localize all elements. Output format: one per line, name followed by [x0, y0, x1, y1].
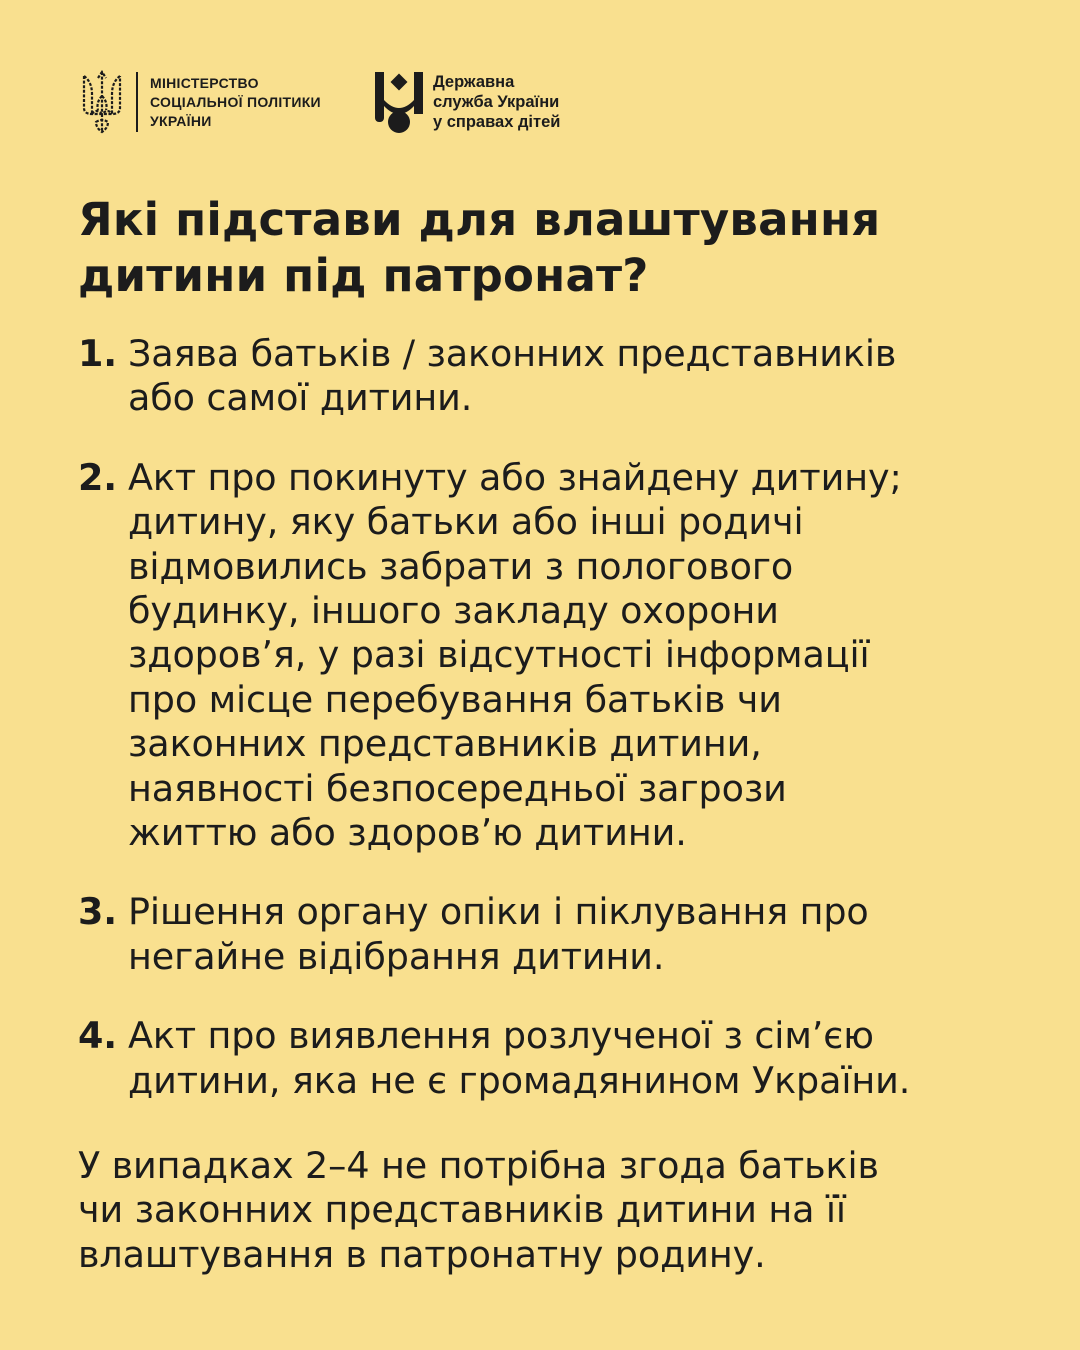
list-item-line: відмовились забрати з пологового [128, 544, 794, 588]
list-item-line: або самої дитини. [128, 376, 473, 420]
list-item-text [128, 1014, 910, 1103]
list-item-line: здоров’я, у разі відсутності інформації [128, 633, 870, 677]
service-name-line: служба України [432, 93, 560, 111]
children-service-name [433, 72, 560, 132]
list-item-line: законних представників дитини, [128, 722, 762, 766]
note-line: влаштування в патронатну родину. [78, 1232, 766, 1276]
trident-emblem-icon [78, 68, 126, 136]
ministry-logo [78, 68, 321, 136]
list-item-text [128, 332, 896, 421]
list-item-number: 2. [78, 455, 118, 499]
ministry-name [150, 74, 321, 131]
list-item-text [128, 890, 869, 979]
ministry-name-line: МІНІСТЕРСТВО [150, 74, 259, 91]
closing-note [78, 1144, 1058, 1277]
list-item-line: життю або здоров’ю дитини. [128, 811, 687, 855]
children-service-logo-icon [373, 70, 425, 134]
list-item-line: негайне відібрання дитини. [128, 934, 665, 978]
list-item-text [128, 456, 902, 856]
page-title [78, 192, 1038, 304]
list-item [78, 456, 1058, 856]
note-line: У випадках 2–4 не потрібна згода батьків [78, 1144, 879, 1187]
title-line: Які підстави для влаштування [78, 193, 881, 246]
header [78, 66, 560, 138]
list-item-line: Рішення органу опіки і піклування про [128, 890, 869, 934]
grounds-list [78, 332, 1058, 1138]
list-item-line: Заява батьків / законних представників [128, 332, 897, 375]
ministry-name-line: СОЦІАЛЬНОЇ ПОЛІТИКИ [150, 93, 321, 110]
list-item-line: наявності безпосередньої загрози [128, 766, 787, 810]
list-item-line: Акт про виявлення розлученої з сім’єю [128, 1014, 874, 1058]
list-item [78, 890, 1058, 979]
list-item-line: дитину, яку батьки або інші родичі [128, 500, 804, 544]
list-item-line: дитини, яка не є громадянином України. [128, 1058, 911, 1102]
logo-divider [136, 72, 138, 132]
title-line: дитини під патронат? [78, 249, 649, 302]
service-name-line: Державна [432, 73, 515, 91]
list-item-number: 1. [78, 332, 118, 375]
list-item-number: 3. [78, 890, 118, 934]
list-item [78, 1014, 1058, 1103]
list-item-line: будинку, іншого закладу охорони [128, 589, 779, 633]
note-line: чи законних представників дитини на її [78, 1188, 846, 1232]
service-name-line: у справах дітей [432, 113, 561, 131]
children-service-logo [373, 70, 560, 134]
list-item-line: Акт про покинуту або знайдену дитину; [128, 455, 902, 499]
list-item-line: про місце перебування батьків чи [128, 677, 782, 721]
list-item-number: 4. [78, 1014, 118, 1058]
ministry-name-line: УКРАЇНИ [150, 112, 212, 129]
list-item [78, 332, 1058, 421]
